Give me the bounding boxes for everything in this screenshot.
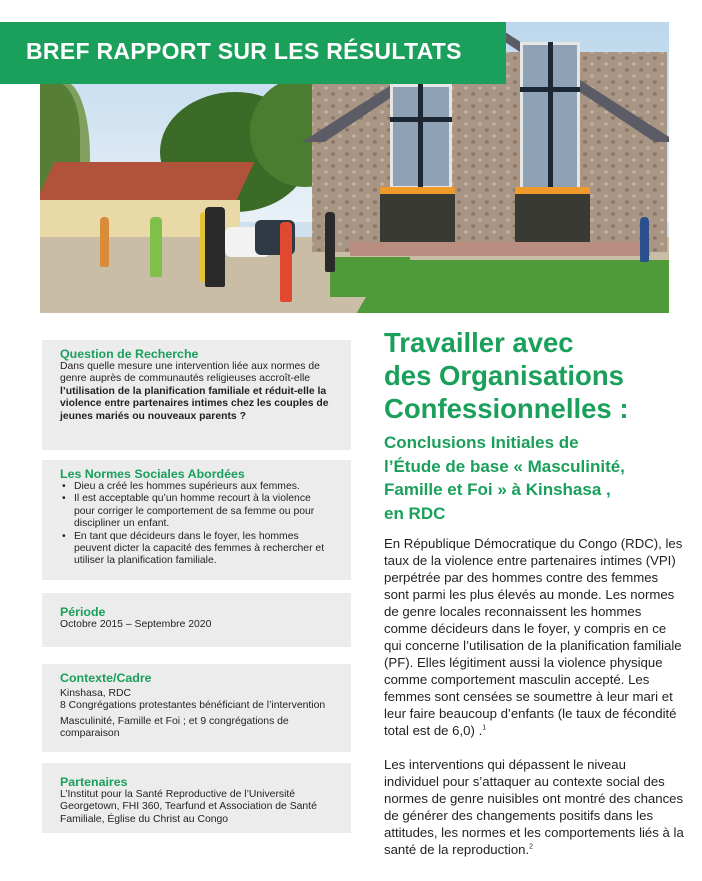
research-question-heading: Question de Recherche	[60, 347, 199, 361]
article-subtitle-line: en RDC	[384, 503, 446, 523]
article-title-line: Confessionnelles :	[384, 393, 629, 424]
person	[325, 212, 335, 272]
article-title	[384, 326, 684, 425]
social-norms-box	[42, 460, 351, 580]
research-question-box	[42, 340, 351, 450]
research-question-emphasis: l’utilisation de la planification familiale et réduit-elle la violence entre partenaires intimes chez les couples de jeunes mariés ou nouveaux parents ?	[60, 385, 329, 422]
person	[100, 217, 109, 267]
context-heading: Contexte/Cadre	[60, 671, 152, 685]
social-norm-item: • En tant que décideurs dans le foyer, les hommes peuvent dicter la capacité des femmes à rechercher et utiliser la planification familiale.	[60, 531, 333, 568]
article-subtitle-line: l’Étude de base « Masculinité,	[384, 456, 625, 476]
context-line-1: 8 Congrégations protestantes bénéficiant de l’intervention	[60, 700, 326, 712]
article-subtitle-line: Conclusions Initiales de	[384, 433, 579, 452]
footnote-ref: 1	[482, 724, 487, 732]
footnote-ref: 2	[529, 843, 534, 851]
person	[205, 207, 225, 287]
article-title-line: des Organisations	[384, 360, 624, 391]
person	[150, 217, 162, 277]
lawn	[330, 257, 410, 297]
partners-box	[42, 763, 351, 833]
context-line-2: Masculinité, Famille et Foi ; et 9 congrégations de comparaison	[60, 715, 289, 740]
church-steps	[350, 242, 650, 256]
period-value: Octobre 2015 – Septembre 2020	[60, 619, 212, 630]
person	[280, 222, 292, 302]
report-banner	[0, 22, 506, 84]
social-norm-item: • Il est acceptable qu’un homme recourt à la violence pour corriger le comportement de sa femme ou pour discipliner un enfant.	[60, 493, 333, 530]
partners-text: L’Institut pour la Santé Reproductive de l’Université Georgetown, FHI 360, Tearfund et Association de Santé Familiale, Église du Christ au Congo	[60, 789, 317, 825]
social-norms-list	[60, 481, 333, 568]
article-subtitle-line: Famille et Foi » à Kinshasa ,	[384, 480, 611, 499]
article-paragraph-text: En République Démocratique du Congo (RDC), les taux de la violence entre partenaires intimes (VPI) perpétrée par des hommes contre des femmes sont parmi les plus élevés au monde. Les normes de genre locales reconnaissent les hommes comme décideurs dans le foyer, y compris en ce qui concerne l’utilisation de la planification familiale (PF). Elles légitiment aussi la violence physique comme comportement masculin accepté. Les femmes sont censées se soumettre à leur mari et leur faire beaucoup d’enfants (le taux de fécondité total est de 6,0) .	[384, 536, 683, 738]
cross	[520, 87, 580, 92]
social-norm-item: • Dieu a créé les hommes supérieurs aux femmes.	[60, 481, 333, 493]
article-body	[384, 535, 684, 858]
partners-heading: Partenaires	[60, 775, 128, 789]
cross	[548, 42, 553, 192]
social-norms-heading: Les Normes Sociales Abordées	[60, 467, 245, 481]
building-roof	[40, 162, 254, 202]
article-title-line: Travailler avec	[384, 327, 574, 358]
article	[384, 326, 684, 875]
research-question-text	[60, 361, 333, 423]
person	[640, 217, 649, 262]
church-door	[380, 187, 455, 242]
banner-title: BREF RAPPORT SUR LES RÉSULTATS	[26, 38, 462, 64]
article-paragraph-text: Les interventions qui dépassent le niveau individuel pour s’attaquer au contexte social des normes de genre nuisibles ont montré des chances de générer des changements positifs dans les attitudes, les normes et les comportements liés à la santé de la reproduction.	[384, 757, 684, 857]
research-question-intro: Dans quelle mesure une intervention liée aux normes de genre auprès de communautés religieuses accroît-elle	[60, 361, 320, 385]
period-box	[42, 593, 351, 647]
cross	[418, 84, 423, 189]
article-subtitle	[384, 431, 684, 525]
cross	[390, 117, 452, 122]
church-door	[515, 187, 590, 242]
article-paragraph	[384, 756, 684, 858]
period-heading: Période	[60, 605, 106, 619]
article-paragraph	[384, 535, 684, 739]
context-location: Kinshasa, RDC	[60, 688, 132, 699]
context-box	[42, 664, 351, 752]
